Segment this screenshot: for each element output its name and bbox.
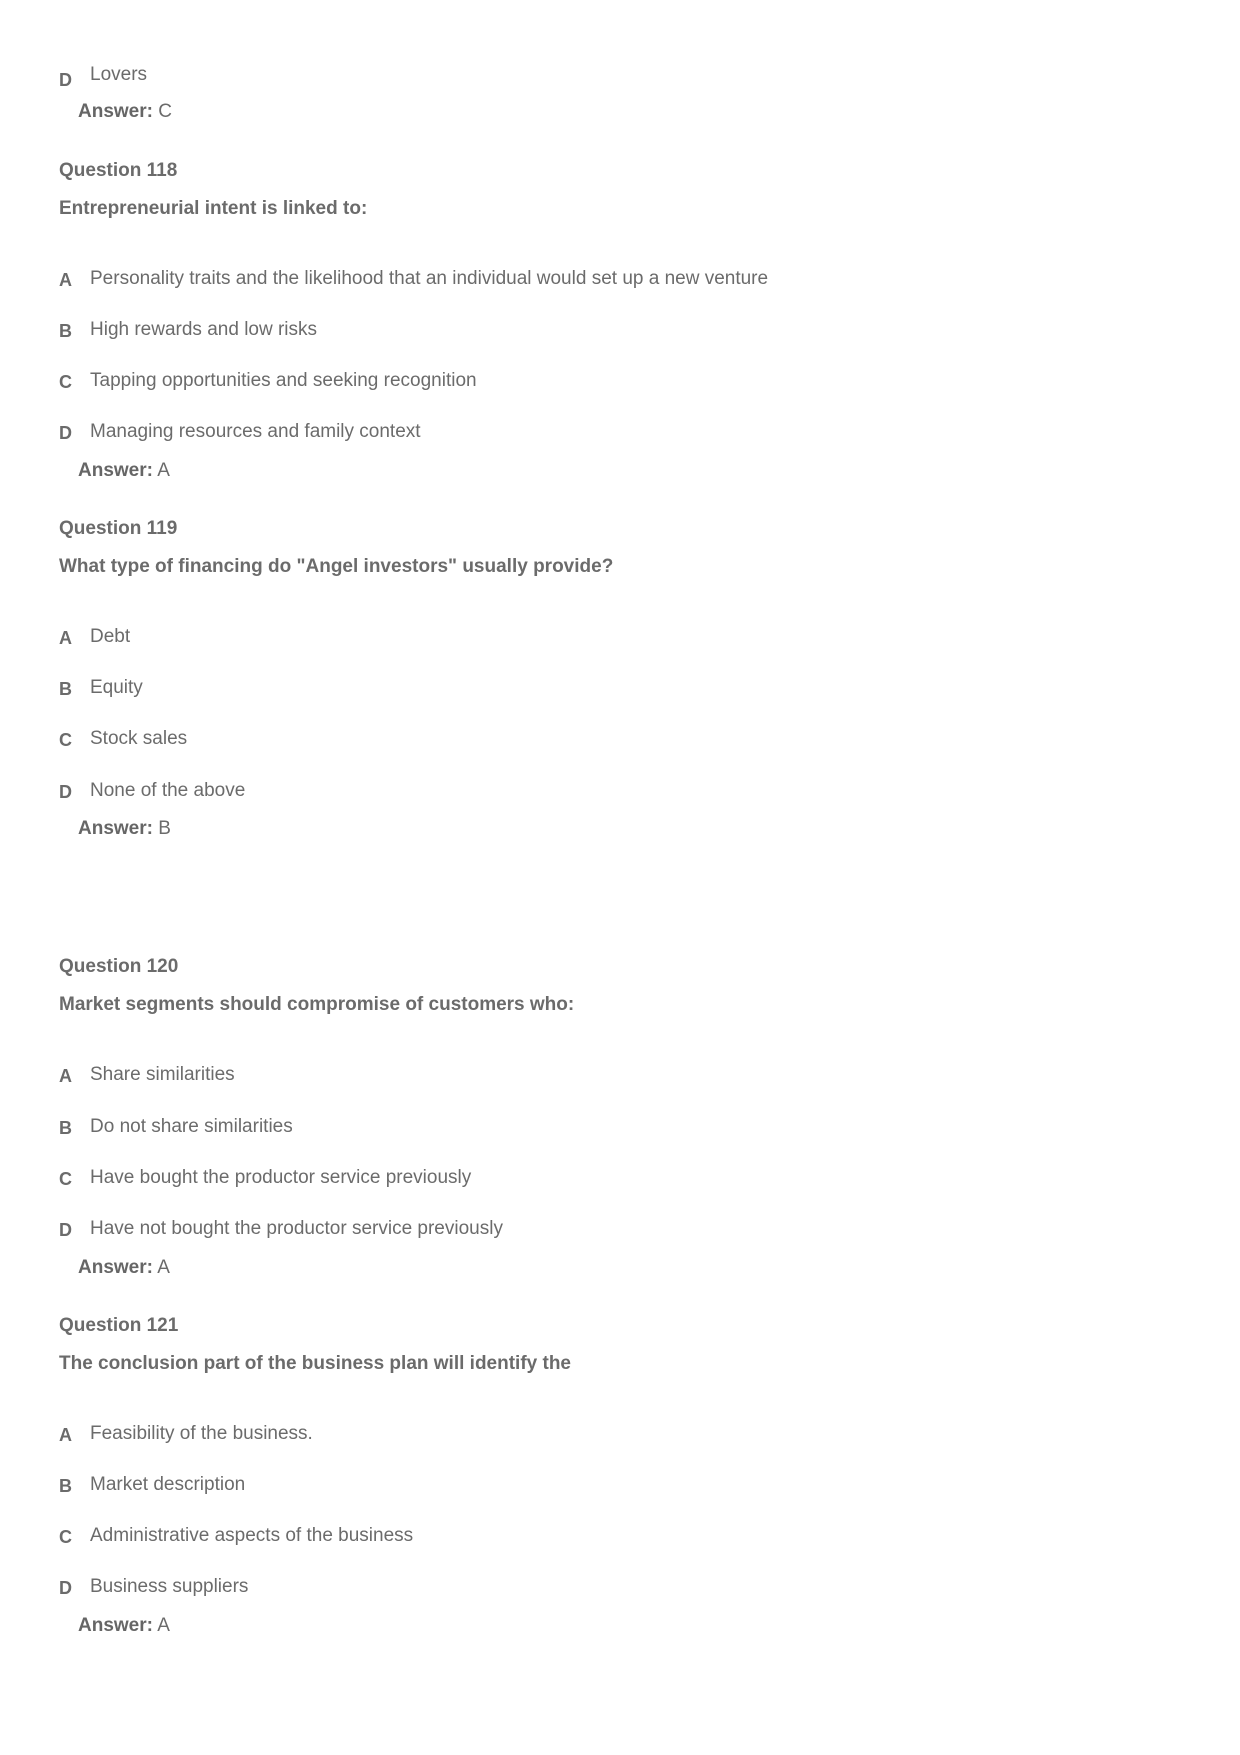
answer-line: [78, 101, 172, 123]
option-text: None of the above: [90, 780, 246, 801]
answer-line: [78, 1615, 170, 1637]
answer-label: Answer:: [78, 1257, 153, 1278]
option-letter: A: [59, 1425, 72, 1445]
answer-label: Answer:: [78, 1615, 153, 1636]
question-number: Question 119: [59, 518, 178, 539]
question-text: Entrepreneurial intent is linked to:: [59, 198, 368, 219]
option-letter: D: [59, 1578, 72, 1598]
option-letter: D: [59, 1220, 72, 1240]
option-letter: B: [59, 1476, 72, 1496]
option-text: Lovers: [90, 64, 148, 85]
answer-label: Answer:: [78, 460, 153, 481]
answer-value: A: [157, 1257, 170, 1278]
answer-value: B: [158, 818, 171, 839]
answer-line: [78, 818, 171, 840]
option-text: Have bought the productor service previously: [90, 1167, 472, 1188]
option-text: High rewards and low risks: [90, 319, 318, 340]
option-text: Have not bought the productor service previously: [90, 1218, 503, 1239]
answer-label: Answer:: [78, 818, 153, 839]
option-letter: A: [59, 628, 72, 648]
answer-label: Answer:: [78, 101, 153, 122]
option-letter: B: [59, 321, 72, 341]
question-number: Question 121: [59, 1315, 179, 1336]
question-text: What type of financing do "Angel investors" usually provide?: [59, 556, 614, 577]
option-text: Equity: [90, 677, 143, 698]
option-letter: D: [59, 70, 72, 90]
option-text: Personality traits and the likelihood that an individual would set up a new venture: [90, 268, 769, 289]
answer-line: [78, 460, 170, 482]
option-letter: D: [59, 423, 72, 443]
option-letter: A: [59, 270, 72, 290]
option-letter: C: [59, 730, 72, 750]
option-letter: B: [59, 679, 72, 699]
option-letter: D: [59, 782, 72, 802]
question-number: Question 118: [59, 160, 178, 181]
answer-value: C: [158, 101, 172, 122]
option-text: Business suppliers: [90, 1576, 249, 1597]
option-letter: C: [59, 372, 72, 392]
option-text: Managing resources and family context: [90, 421, 421, 442]
option-text: Tapping opportunities and seeking recognition: [90, 370, 477, 391]
question-text: Market segments should compromise of customers who:: [59, 994, 575, 1015]
option-text: Administrative aspects of the business: [90, 1525, 414, 1546]
option-text: Debt: [90, 626, 131, 647]
answer-value: A: [157, 460, 170, 481]
option-text: Share similarities: [90, 1064, 235, 1085]
answer-value: A: [157, 1615, 170, 1636]
question-text: The conclusion part of the business plan will identify the: [59, 1353, 571, 1374]
option-text: Feasibility of the business.: [90, 1423, 313, 1444]
option-letter: B: [59, 1118, 72, 1138]
option-text: Stock sales: [90, 728, 188, 749]
option-letter: A: [59, 1066, 72, 1086]
answer-line: [78, 1257, 170, 1279]
option-text: Do not share similarities: [90, 1116, 293, 1137]
question-number: Question 120: [59, 956, 179, 977]
option-letter: C: [59, 1169, 72, 1189]
option-text: Market description: [90, 1474, 246, 1495]
option-letter: C: [59, 1527, 72, 1547]
